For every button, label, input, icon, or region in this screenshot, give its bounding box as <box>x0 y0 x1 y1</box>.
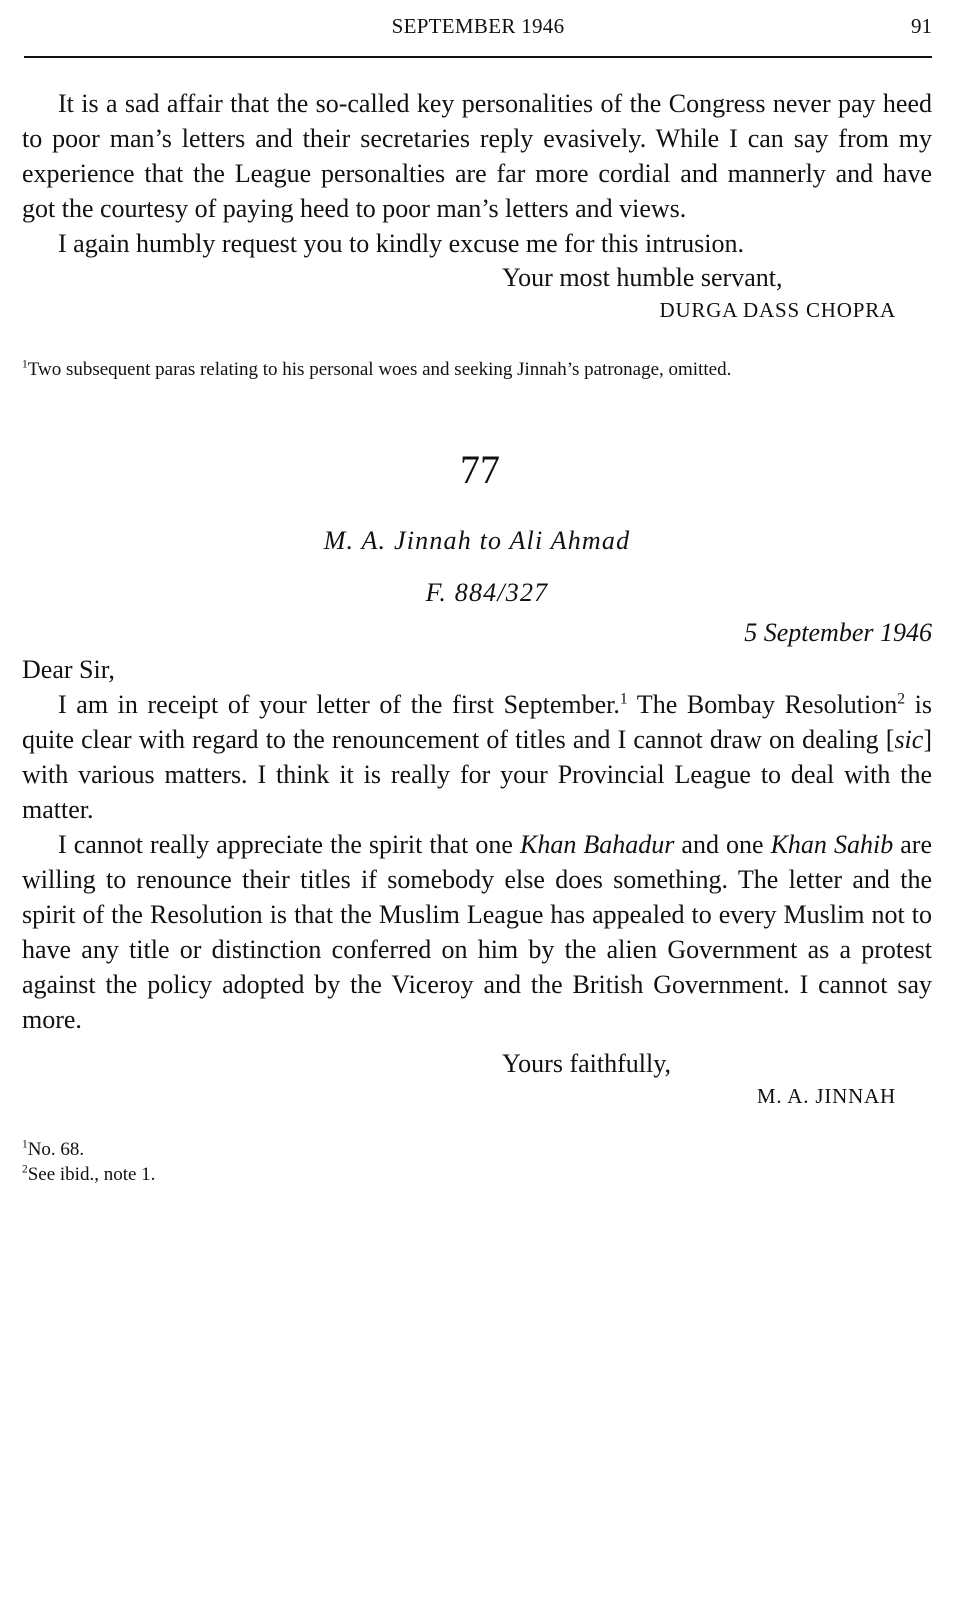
text-run: I cannot really appreciate the spirit that one <box>58 830 520 859</box>
text-run: ] with various matters. I think it is really for your Provincial League to deal with the matter. <box>22 725 932 824</box>
letter-76-footnotes <box>22 357 932 382</box>
letter-77-footnotes <box>22 1137 932 1187</box>
text-run: The Bombay Resolution <box>627 690 898 719</box>
letter-76-paragraph-2: I again humbly request you to kindly excuse me for this intrusion. <box>58 229 744 258</box>
document-number: 77 <box>460 447 500 492</box>
text-run: are willing to renounce their titles if somebody else does something. The letter and the spirit of the Resolution is that the Muslim League has appealed to every Muslim not to have any title or distinction conferred on him by the alien Government as a protest against the policy adopted by the Viceroy and the British Government. I cannot say more. <box>22 830 932 1034</box>
text-run: and one <box>674 830 771 859</box>
footnote <box>22 357 932 382</box>
letter-77-paragraph-1 <box>22 687 932 827</box>
letter-77-paragraph-2 <box>22 827 932 1037</box>
footnote-mark: 1 <box>22 358 28 371</box>
letter-77 <box>22 446 932 1187</box>
sic-marker: sic <box>894 725 924 754</box>
title-khan-sahib: Khan Sahib <box>770 830 894 859</box>
running-head: SEPTEMBER 1946 <box>391 14 565 38</box>
page-body <box>22 86 932 1187</box>
footnote-text: No. 68. <box>27 1139 85 1160</box>
footnote <box>22 1162 932 1187</box>
letter-77-signature: M. A. JINNAH <box>756 1084 896 1108</box>
footnote-text: Two subsequent paras relating to his personal woes and seeking Jinnah’s patronage, omitted. <box>27 359 732 380</box>
header-rule <box>24 56 932 58</box>
page-header <box>24 0 932 60</box>
salutation: Dear Sir, <box>22 655 115 684</box>
title-khan-bahadur: Khan Bahadur <box>520 830 675 859</box>
text-run: is quite clear with regard to the renouncement of titles and I cannot draw on dealing [ <box>22 690 933 754</box>
letter-76-continuation <box>22 86 932 382</box>
footnote <box>22 1137 932 1162</box>
letter-76-closing: Your most humble servant, <box>502 263 783 292</box>
letter-date: 5 September 1946 <box>744 618 932 647</box>
footnote-mark: 1 <box>22 1138 28 1151</box>
file-reference: F. 884/327 <box>425 578 549 607</box>
page-number: 91 <box>911 14 932 38</box>
text-run: I am in receipt of your letter of the first September. <box>58 690 620 719</box>
letter-76-paragraph-1: It is a sad affair that the so-called key personalities of the Congress never pay heed to poor man’s letters and their secretaries reply evasively. While I can say from my experience that the League personalties are far more cordial and mannerly and have got the courtesy of paying heed to poor man’s letters and views. <box>22 89 932 223</box>
footnote-mark: 2 <box>22 1163 28 1176</box>
footnote-ref: 2 <box>897 690 906 708</box>
footnote-text: See ibid., note 1. <box>27 1164 156 1185</box>
footnote-ref: 1 <box>619 690 628 708</box>
document-heading: M. A. Jinnah to Ali Ahmad <box>323 526 631 555</box>
letter-76-signature: DURGA DASS CHOPRA <box>659 298 896 322</box>
letter-77-closing: Yours faithfully, <box>502 1049 672 1078</box>
